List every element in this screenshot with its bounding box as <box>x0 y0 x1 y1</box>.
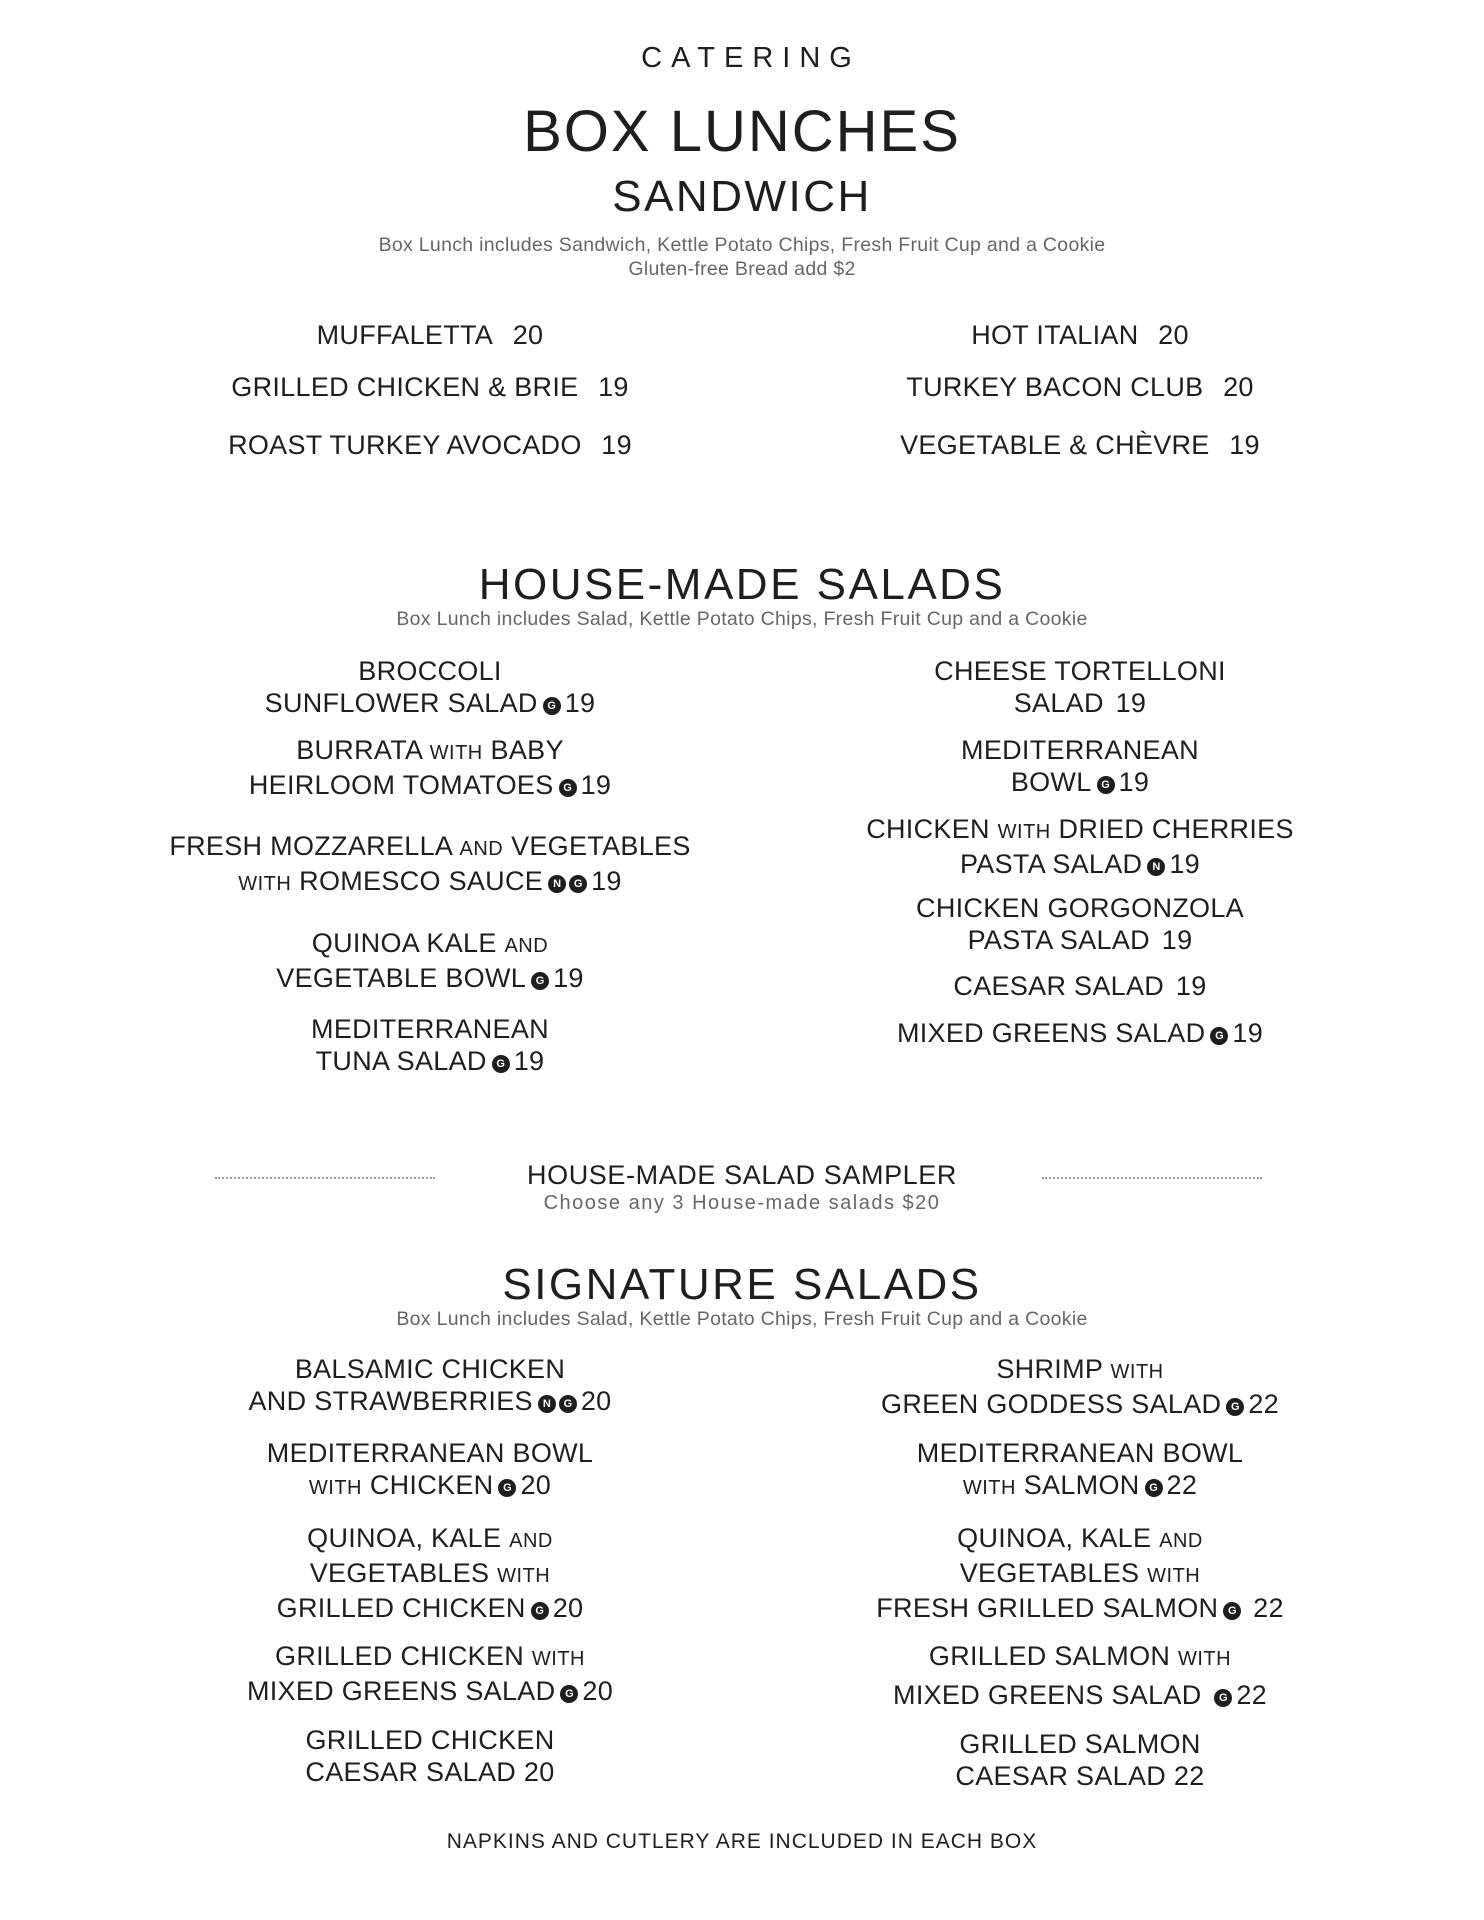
item-price: 20 <box>512 320 544 350</box>
item-line <box>790 924 1370 956</box>
item-name: ROMESCO SAUCE <box>299 866 544 896</box>
item-line: BALSAMIC CHICKEN <box>294 1354 566 1384</box>
item-line <box>790 813 1370 848</box>
item-price: 19 <box>1229 430 1260 460</box>
sandwich-note: Box Lunch includes Sandwich, Kettle Potato Chips, Fresh Fruit Cup and a Cookie <box>378 234 1106 256</box>
item-connector: WITH <box>1178 1648 1232 1670</box>
item-name: CHICKEN <box>866 814 990 844</box>
item-name: PASTA SALAD <box>967 925 1150 955</box>
item-price: 22 <box>1166 1470 1198 1500</box>
item-price: 19 <box>601 430 632 460</box>
item-line: MEDITERRANEAN BOWL <box>916 1438 1244 1468</box>
menu-item <box>140 1522 720 1624</box>
item-name: FRESH MOZZARELLA <box>169 831 452 861</box>
item-name: GRILLED CHICKEN <box>275 1641 525 1671</box>
item-name: BURRATA <box>296 735 422 765</box>
item-name: SHRIMP <box>996 1354 1103 1384</box>
menu-item <box>790 319 1370 351</box>
item-connector: WITH <box>308 1477 362 1499</box>
menu-item <box>790 970 1370 1002</box>
item-price: 22 <box>1236 1680 1267 1710</box>
item-line: BROCCOLI <box>358 656 502 686</box>
menu-item <box>140 371 720 403</box>
item-line <box>790 1557 1370 1592</box>
menu-item <box>790 734 1370 798</box>
item-connector: WITH <box>497 1565 551 1587</box>
item-line <box>140 1045 720 1077</box>
item-connector: WITH <box>531 1648 585 1670</box>
sandwich-section-title: SANDWICH <box>612 172 872 221</box>
item-line <box>140 927 720 962</box>
signature-salads-title: SIGNATURE SALADS <box>502 1260 982 1309</box>
item-name: VEGETABLE BOWL <box>276 963 527 993</box>
item-name: MUFFALETTA <box>316 320 494 350</box>
item-price: 20 <box>582 1676 614 1706</box>
item-name: PASTA SALAD <box>959 849 1143 879</box>
menu-item <box>790 892 1370 956</box>
menu-item <box>790 1353 1370 1420</box>
gluten-free-icon: G <box>559 779 577 797</box>
item-name: VEGETABLES <box>309 1558 490 1588</box>
nuts-icon: N <box>538 1395 556 1413</box>
item-price: 19 <box>1169 849 1200 879</box>
item-price: 22 <box>1248 1389 1279 1419</box>
item-line <box>790 1592 1370 1624</box>
gluten-free-icon: G <box>569 875 587 893</box>
item-line <box>790 1388 1370 1420</box>
footer-note: NAPKINS AND CUTLERY ARE INCLUDED IN EACH BOX <box>446 1830 1038 1853</box>
item-line <box>790 1469 1370 1504</box>
item-name: VEGETABLE & CHÈVRE <box>900 430 1210 460</box>
item-line: GRILLED SALMON <box>959 1729 1201 1759</box>
item-name: QUINOA, KALE <box>307 1523 502 1553</box>
gluten-free-icon: G <box>492 1055 510 1073</box>
item-name: MIXED GREENS SALAD <box>896 1018 1206 1048</box>
item-price: 19 <box>513 1046 545 1076</box>
house-salads-title: HOUSE-MADE SALADS <box>478 560 1006 609</box>
gluten-free-icon: G <box>531 972 549 990</box>
item-name: VEGETABLES <box>511 831 691 861</box>
item-line <box>140 1522 720 1557</box>
item-line <box>790 766 1370 798</box>
gluten-free-icon: G <box>560 1685 578 1703</box>
item-connector: AND <box>1159 1530 1203 1552</box>
item-price: 20 <box>1158 320 1189 350</box>
item-line <box>790 1679 1370 1711</box>
gluten-free-icon: G <box>1145 1479 1163 1497</box>
item-line <box>790 848 1370 880</box>
item-name: TUNA SALAD <box>315 1046 487 1076</box>
menu-item <box>790 813 1370 880</box>
item-name: FRESH GRILLED SALMON <box>876 1593 1219 1623</box>
item-line <box>140 1592 720 1624</box>
item-line <box>140 734 720 769</box>
signature-salads-note: Box Lunch includes Salad, Kettle Potato Chips, Fresh Fruit Cup and a Cookie <box>396 1308 1088 1330</box>
item-price: 19 <box>598 372 629 402</box>
item-name: TURKEY BACON CLUB <box>906 372 1204 402</box>
item-connector: AND <box>504 935 549 957</box>
item-price: 22 <box>1253 1593 1284 1623</box>
gluten-free-note: Gluten-free Bread add $2 <box>628 258 856 280</box>
item-price: 20 <box>580 1386 612 1416</box>
item-connector: WITH <box>1110 1361 1164 1383</box>
item-name: VEGETABLES <box>959 1558 1140 1588</box>
item-name: GRILLED CHICKEN & BRIE <box>231 372 579 402</box>
gluten-free-icon: G <box>559 1395 577 1413</box>
gluten-free-icon: G <box>531 1602 549 1620</box>
item-name: SALMON <box>1023 1470 1140 1500</box>
item-price: 19 <box>564 688 596 718</box>
item-price: 19 <box>1175 971 1207 1001</box>
item-name: AND STRAWBERRIES <box>248 1386 533 1416</box>
item-price: 19 <box>580 770 612 800</box>
item-connector: AND <box>509 1530 553 1552</box>
item-line <box>790 1353 1370 1388</box>
menu-item <box>140 429 720 461</box>
item-line <box>140 865 720 900</box>
menu-item <box>140 1437 720 1504</box>
item-connector: WITH <box>429 742 483 764</box>
item-price: 19 <box>1115 688 1147 718</box>
item-line <box>790 1017 1370 1049</box>
item-name: HEIRLOOM TOMATOES <box>248 770 554 800</box>
item-name: SUNFLOWER SALAD <box>264 688 538 718</box>
menu-item <box>790 1640 1370 1711</box>
menu-item <box>140 734 720 801</box>
item-name: ROAST TURKEY AVOCADO <box>228 430 582 460</box>
item-line: GRILLED CHICKEN <box>305 1725 555 1755</box>
item-line <box>140 1756 720 1788</box>
gluten-free-icon: G <box>1097 776 1115 794</box>
item-line <box>140 1469 720 1504</box>
item-price: 19 <box>1118 767 1150 797</box>
menu-item <box>140 655 720 719</box>
menu-item <box>790 1437 1370 1504</box>
item-line: MEDITERRANEAN BOWL <box>266 1438 594 1468</box>
menu-item <box>140 1640 720 1707</box>
item-connector: AND <box>459 838 504 860</box>
item-name: MIXED GREENS SALAD <box>246 1676 556 1706</box>
catering-eyebrow: CATERING <box>641 42 861 74</box>
gluten-free-icon: G <box>1210 1027 1228 1045</box>
nuts-icon: N <box>548 875 566 893</box>
item-connector: WITH <box>1147 1565 1201 1587</box>
item-name: CAESAR SALAD <box>955 1761 1167 1791</box>
item-price: 22 <box>1173 1761 1205 1791</box>
item-name: CAESAR SALAD <box>305 1757 517 1787</box>
page-title: BOX LUNCHES <box>523 99 961 164</box>
item-line <box>790 1760 1370 1792</box>
sampler-note: Choose any 3 House-made salads $20 <box>543 1192 941 1214</box>
item-name: HOT ITALIAN <box>971 320 1139 350</box>
item-line <box>140 962 720 994</box>
menu-item <box>790 1522 1370 1624</box>
item-line <box>140 769 720 801</box>
menu-item <box>140 927 720 994</box>
gluten-free-icon: G <box>498 1479 516 1497</box>
item-name: GREEN GODDESS SALAD <box>881 1389 1222 1419</box>
item-name: BABY <box>490 735 564 765</box>
item-name: BOWL <box>1010 767 1092 797</box>
item-line <box>140 1675 720 1707</box>
gluten-free-icon: G <box>1226 1398 1244 1416</box>
item-name: MIXED GREENS SALAD <box>893 1680 1202 1710</box>
item-price: 19 <box>1161 925 1193 955</box>
item-connector: WITH <box>962 1477 1016 1499</box>
item-name: GRILLED CHICKEN <box>276 1593 526 1623</box>
item-price: 19 <box>1232 1018 1264 1048</box>
item-line <box>140 1385 720 1417</box>
item-line <box>140 1640 720 1675</box>
menu-item <box>790 1017 1370 1049</box>
item-line <box>140 830 720 865</box>
house-salads-note: Box Lunch includes Salad, Kettle Potato Chips, Fresh Fruit Cup and a Cookie <box>396 608 1088 630</box>
item-price: 20 <box>552 1593 584 1623</box>
menu-item <box>790 655 1370 719</box>
menu-item <box>140 1724 720 1788</box>
item-price: 19 <box>591 866 622 896</box>
item-line: CHEESE TORTELLONI <box>934 656 1226 686</box>
item-price: 20 <box>1223 372 1254 402</box>
item-name: QUINOA KALE <box>311 928 497 958</box>
nuts-icon: N <box>1147 858 1165 876</box>
item-price: 19 <box>553 963 584 993</box>
item-name: CHICKEN <box>369 1470 494 1500</box>
item-price: 20 <box>520 1470 552 1500</box>
menu-item <box>140 1353 720 1417</box>
menu-item <box>790 429 1370 461</box>
item-line <box>790 970 1370 1002</box>
item-name: CAESAR SALAD <box>953 971 1165 1001</box>
item-line <box>790 1522 1370 1557</box>
item-line: MEDITERRANEAN <box>961 735 1199 765</box>
item-line: MEDITERRANEAN <box>311 1014 549 1044</box>
item-name: QUINOA, KALE <box>957 1523 1152 1553</box>
item-name: GRILLED SALMON <box>928 1641 1171 1671</box>
item-line <box>790 687 1370 719</box>
item-name: SALAD <box>1013 688 1104 718</box>
item-line <box>140 1557 720 1592</box>
menu-item <box>140 1013 720 1077</box>
menu-item <box>140 830 720 900</box>
item-line <box>790 1640 1370 1675</box>
item-name: DRIED CHERRIES <box>1058 814 1294 844</box>
menu-item <box>790 371 1370 403</box>
gluten-free-icon: G <box>543 697 561 715</box>
item-price: 20 <box>523 1757 555 1787</box>
menu-item <box>790 1728 1370 1792</box>
item-connector: WITH <box>238 873 292 895</box>
item-connector: WITH <box>997 821 1051 843</box>
gluten-free-icon: G <box>1223 1602 1241 1620</box>
gluten-free-icon: G <box>1214 1689 1232 1707</box>
item-line <box>140 687 720 719</box>
item-line: CHICKEN GORGONZOLA <box>916 893 1244 923</box>
sampler-title: HOUSE-MADE SALAD SAMPLER <box>527 1160 957 1190</box>
menu-item <box>140 319 720 351</box>
